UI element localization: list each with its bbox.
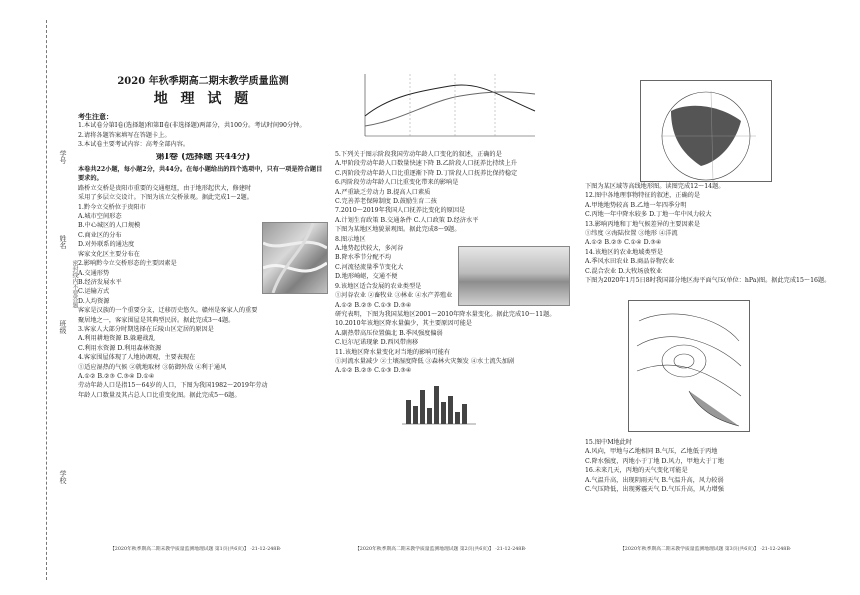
- question-line: 劳动年龄人口是指15～64岁的人口，下图为我国1982～2019年劳动: [78, 382, 268, 390]
- question-line: 年龄人口数量及其占总人口比重变化图。据此完成5～6题。: [78, 391, 241, 399]
- pressure-map: [628, 300, 750, 432]
- question-line: ①适应湿热的气候 ②就地取材 ③防御外敌 ④利于通风: [78, 363, 227, 371]
- question-line: D.地形崎岖，交通不便: [335, 273, 398, 281]
- binding-label-class: 班级: [59, 320, 67, 334]
- notice-item: 1.本试卷分第Ⅰ卷(选择题)和第Ⅱ卷(非选择题)两部分，共100分。考试时间90分钟。: [78, 122, 306, 130]
- question-line: C.厄尔尼诺现象 D.西风带南移: [335, 339, 419, 347]
- question-line: A.副热带高压位置偏北 B.季风强度偏弱: [335, 329, 443, 337]
- question-line: 1.黔今立交桥位于贵阳市: [78, 203, 146, 211]
- question-line: A.甲阶段劳动年龄人口数量快速下降 B.乙阶段人口抚养比持续上升: [335, 160, 517, 168]
- question-line: 5.下列关于图示阶段我国劳动年龄人口变化的叙述，正确的是: [335, 151, 502, 158]
- binding-label-school: 学校: [59, 470, 67, 484]
- question-line: C.商业区的分布: [78, 231, 122, 239]
- section-instruction: 本卷共22小题，每小题2分，共44分。在每小题给出的四个选项中，只有一项是符合题目要求的。: [78, 166, 323, 183]
- landscape-photo: [458, 246, 570, 306]
- question-line: 下图为某区域等高线地形图。读图完成12～14题。: [585, 183, 725, 190]
- binding-label-student-id: 学号: [59, 150, 67, 164]
- question-line: 路桥立交桥是贵阳市重要的交通枢纽，由于地形起伏大，修建时: [78, 184, 252, 192]
- question-line: ①河流水量减少 ②土壤湿度降低 ③森林火灾频发 ④水土流失加剧: [335, 357, 515, 365]
- question-line: A.气温升高，出现阴雨天气 B.气温升高，风力较弱: [585, 476, 724, 484]
- question-line: 下图为2020年1月5日8时我国部分地区海平面气压(单位：hPa)图。据此完成15～16题。: [585, 277, 831, 285]
- seal-note: 密封线内不要答题: [71, 260, 78, 308]
- question-line: 8.图示地区: [335, 235, 366, 243]
- question-line: 12.图中各地理事物特征的叙述，正确的是: [585, 192, 701, 200]
- question-line: 10.2010年该地区降水量偏少，其主要原因可能是: [335, 320, 472, 328]
- population-line-chart: [350, 66, 540, 144]
- question-line: A.①② B.②③ C.①③ D.③④: [335, 367, 412, 375]
- page-3-questions-a: [585, 182, 840, 285]
- question-line: 2.影响黔今立交桥形态的主要因素是: [78, 260, 177, 268]
- question-line: 客家文化区主要分布在: [78, 250, 140, 258]
- exam-title: 2020 年秋季期高二期末教学质量监测: [117, 76, 289, 87]
- question-line: 11.该地区降水量变化对当地的影响可能有: [335, 348, 451, 356]
- question-line: 聚居地之一，客家围屋是其典型民居。据此完成3～4题。: [78, 316, 235, 324]
- question-line: ①河谷农业 ②畜牧业 ③林业 ④水产养殖业: [335, 292, 453, 300]
- question-line: 7.2010～2019年我国人口抚养比变化的原因是: [335, 207, 466, 215]
- question-line: A.严重缺乏劳动力 B.提高人口素质: [335, 188, 431, 196]
- page-footer-1: 【2020年秋季期高二期末教学质量监测地理试题 第1页(共6页)】 ·21-12-248B·: [110, 547, 282, 552]
- notice-item: 2.请将各题答案填写在答题卡上。: [78, 131, 171, 139]
- question-line: B.经济发展水平: [78, 278, 122, 286]
- question-line: C.丙地一年中降水较多 D.丁地一年中风力较大: [585, 211, 712, 219]
- question-line: 13.影响丙地和丁地气候差异的主要因素是: [585, 220, 701, 228]
- question-line: D.对外联系的通达度: [78, 241, 135, 249]
- question-line: A.季风水田农业 B.商品谷物农业: [585, 258, 675, 266]
- question-line: A.风向，甲地与乙地相同 B.气压，乙地低于丙地: [585, 448, 718, 456]
- question-line: C.河流径流量季节变化大: [335, 263, 404, 271]
- question-line: A.甲地地势较高 B.乙地一年四季分明: [585, 201, 687, 209]
- question-line: 16.未来几天，丙地的天气变化可能是: [585, 467, 688, 475]
- page-3-questions-b: [585, 438, 840, 494]
- question-line: 6.丙阶段劳动年龄人口比重变化带来的影响是: [335, 179, 459, 187]
- binding-label-name: 姓名: [59, 235, 67, 249]
- question-line: A.地势起伏较大，多河谷: [335, 245, 404, 253]
- question-line: A.城市空间形态: [78, 213, 122, 221]
- question-line: C.利用水资源 D.利用森林资源: [78, 344, 162, 352]
- question-line: B.降水季节分配不均: [335, 254, 392, 262]
- notice-item: 3.本试卷主要考试内容：高考全部内容。: [78, 141, 190, 149]
- question-line: C.降水强度，丙地小于丁地 D.风力，甲地大于丁地: [585, 457, 724, 465]
- question-line: 14.该地区的农业地域类型是: [585, 248, 663, 256]
- question-line: A.①② B.②③ C.①③ D.③④: [335, 301, 412, 309]
- question-line: D.人均资源: [78, 297, 110, 305]
- question-line: C.完善养老保障制度 D.鼓励生育二孩: [335, 198, 437, 206]
- precipitation-bar-chart: [398, 378, 478, 428]
- question-line: A.交通形势: [78, 269, 110, 277]
- question-line: 3.客家人大部分时期选择在丘陵山区定居的原因是: [78, 325, 214, 333]
- question-line: A.利用耕地资源 B.躲避战乱: [78, 335, 155, 343]
- question-line: 客家是汉族的一个重要分支，迁移历史悠久。赣州是客家人的重要: [78, 307, 258, 315]
- question-line: C.丙阶段劳动年龄人口比重逐渐下降 D.丁阶段人口抚养比保持稳定: [335, 169, 518, 177]
- question-line: B.中心城区的人口规模: [78, 222, 141, 230]
- question-line: 采用了多层立交设计。下图为该立交桥景观。据此完成1～2题。: [78, 194, 253, 202]
- question-line: 4.客家围屋体现了人地协调观，主要表现在: [78, 354, 196, 362]
- question-line: A.计划生育政策 B.交通条件 C.人口政策 D.经济水平: [335, 216, 479, 224]
- question-line: A.①② B.②③ C.③④ D.①④: [78, 372, 155, 380]
- question-line: 15.图中M地此时: [585, 439, 633, 446]
- question-line: 下图为某地区地貌景观图。据此完成8～9题。: [335, 226, 461, 234]
- subject-title: 地 理 试 题: [153, 91, 253, 107]
- question-line: C.混合农业 D.大牧场放牧业: [585, 267, 663, 275]
- question-line: C.运输方式: [78, 288, 110, 296]
- question-line: A.①② B.②③ C.①④ D.③④: [585, 239, 662, 247]
- page-footer-2: 【2020年秋季期高二期末教学质量监测地理试题 第2页(共6页)】 ·21-12-248B·: [355, 547, 527, 552]
- question-line: 研究表明，下图为我国某地区2001～2010年降水量变化。据此完成10～11题。: [335, 310, 556, 318]
- seal-line: [46, 20, 47, 580]
- question-line: C.气压降低，出现雾霾天气 D.气压升高，风力增强: [585, 486, 724, 494]
- section-heading: 第Ⅰ卷 (选择题 共44分): [155, 152, 251, 162]
- binding-margin: [0, 0, 78, 595]
- page-footer-3: 【2020年秋季期高二期末教学质量监测地理试题 第3页(共6页)】 ·21-12-248B·: [620, 547, 792, 552]
- interchange-photo: [262, 222, 328, 294]
- question-line: 9.该地区适合发展的农业类型是: [335, 282, 422, 290]
- region-map: [640, 80, 772, 182]
- question-line: ①纬度 ②海陆位置 ③地形 ④洋流: [585, 230, 678, 238]
- notice-heading: 考生注意：: [78, 112, 113, 121]
